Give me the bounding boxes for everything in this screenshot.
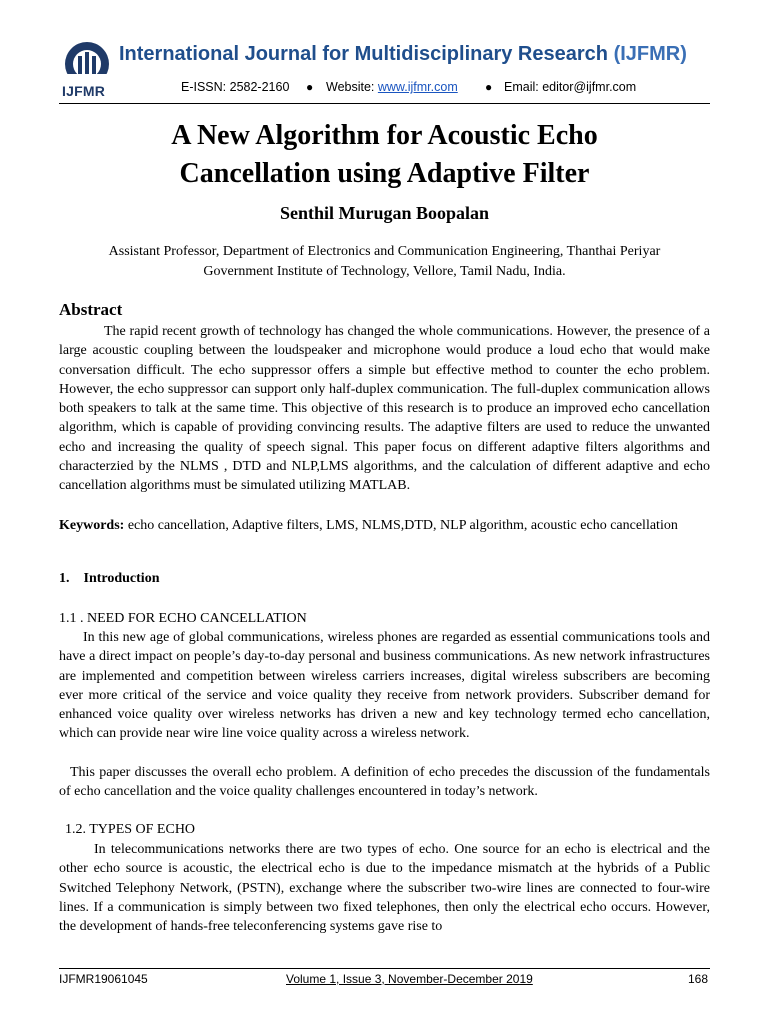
- journal-logo-icon: [61, 40, 113, 86]
- journal-full-name: International Journal for Multidisciplinary Research: [119, 43, 608, 65]
- journal-abbreviation: (IJFMR): [613, 43, 687, 65]
- issn: E-ISSN: 2582-2160: [181, 80, 290, 94]
- footer-divider: [59, 968, 710, 969]
- paper-title-line-1: A New Algorithm for Acoustic Echo: [171, 120, 598, 151]
- keywords-list: echo cancellation, Adaptive filters, LMS, NLMS,DTD, NLP algorithm, acoustic echo cancellation: [124, 518, 678, 533]
- types-of-echo-heading: 1.2. TYPES OF ECHO: [65, 822, 196, 837]
- types-of-echo-paragraph: In telecommunications networks there are two types of echo. One source for an echo is electrical and the other echo source is acoustic, the electrical echo is due to the impedance mismatch at the hybrids of a Public Switched Telephony Network, (PSTN), exchange where the subscriber two-wire lines are connected to four-wire lines. If a communication is simply between two fixed telephones, then only the electrical echo occurs. However, the development of hands-free teleconferencing systems gave rise to: [59, 842, 710, 935]
- keywords-label: Keywords:: [59, 518, 125, 533]
- paper-title-line-2: Cancellation using Adaptive Filter: [179, 158, 590, 189]
- abstract-text: The rapid recent growth of technology has changed the whole communications. However, the presence of a large acoustic coupling between the loudspeaker and microphone would produce a loud echo that would make conversation difficult. The echo suppressor offers a simple but effective method to counter the echo problem. However, the echo suppressor can support only half-duplex communication. The full-duplex communication allows both speakers to talk at the same time. This objective of this research is to produce an improved echo cancellation algorithm, which is capable of providing convincing results. The adaptive filters are used to reduce the unwanted echo and increasing the quality of speech signal. This paper focus on different adaptive filters algorithms and characterzied by the NLMS , DTD and NLP,LMS algorithms, and the calculation of different adaptive and echo cancellation algorithms must be simulated utilizing MATLAB.: [59, 324, 710, 494]
- author-affiliation: [59, 242, 710, 282]
- keywords: [59, 516, 710, 535]
- affiliation-line-1: Assistant Professor, Department of Electronics and Communication Engineering, Thanthai Periyar: [108, 244, 661, 259]
- bullet-icon: ●: [306, 80, 314, 94]
- journal-name: [119, 43, 719, 66]
- overall-echo-problem-paragraph: This paper discusses the overall echo problem. A definition of echo precedes the discussion of the fundamentals of echo cancellation and the voice quality challenges encountered in today’s network.: [59, 765, 710, 800]
- email: Email: editor@ijfmr.com: [504, 80, 637, 94]
- affiliation-line-2: Government Institute of Technology, Vellore, Tamil Nadu, India.: [203, 264, 566, 279]
- need-for-echo-cancellation-heading: 1.1 . NEED FOR ECHO CANCELLATION: [59, 611, 307, 626]
- website: [326, 80, 458, 94]
- need-for-echo-cancellation-paragraph: In this new age of global communications, wireless phones are regarded as essential communications tools and have a direct impact on people’s day-to-day personal and business communications. As new network infrastructures are implemented and competition between wireless carriers increases, digital wireless subscribers are becoming ever more critical of the service and voice quality they receive from network providers. Subscriber demand for enhanced voice quality over wireless networks has driven a new and key technology termed echo cancellation, which can provide near wire line voice quality across a wireless network.: [59, 630, 710, 742]
- logo-text: IJFMR: [62, 83, 105, 99]
- bullet-icon: ●: [485, 80, 493, 94]
- introduction-heading: 1. Introduction: [59, 571, 160, 586]
- header-divider: [59, 103, 710, 104]
- website-link[interactable]: www.ijfmr.com: [377, 80, 458, 94]
- author-name: Senthil Murugan Boopalan: [279, 203, 490, 223]
- paper-id: IJFMR19061045: [59, 972, 148, 986]
- abstract-heading: Abstract: [59, 300, 123, 319]
- website-label: Website:: [326, 80, 378, 94]
- page-number: 168: [688, 972, 709, 986]
- paper-title: [59, 117, 710, 193]
- volume-info: Volume 1, Issue 3, November-December 2019: [286, 972, 533, 986]
